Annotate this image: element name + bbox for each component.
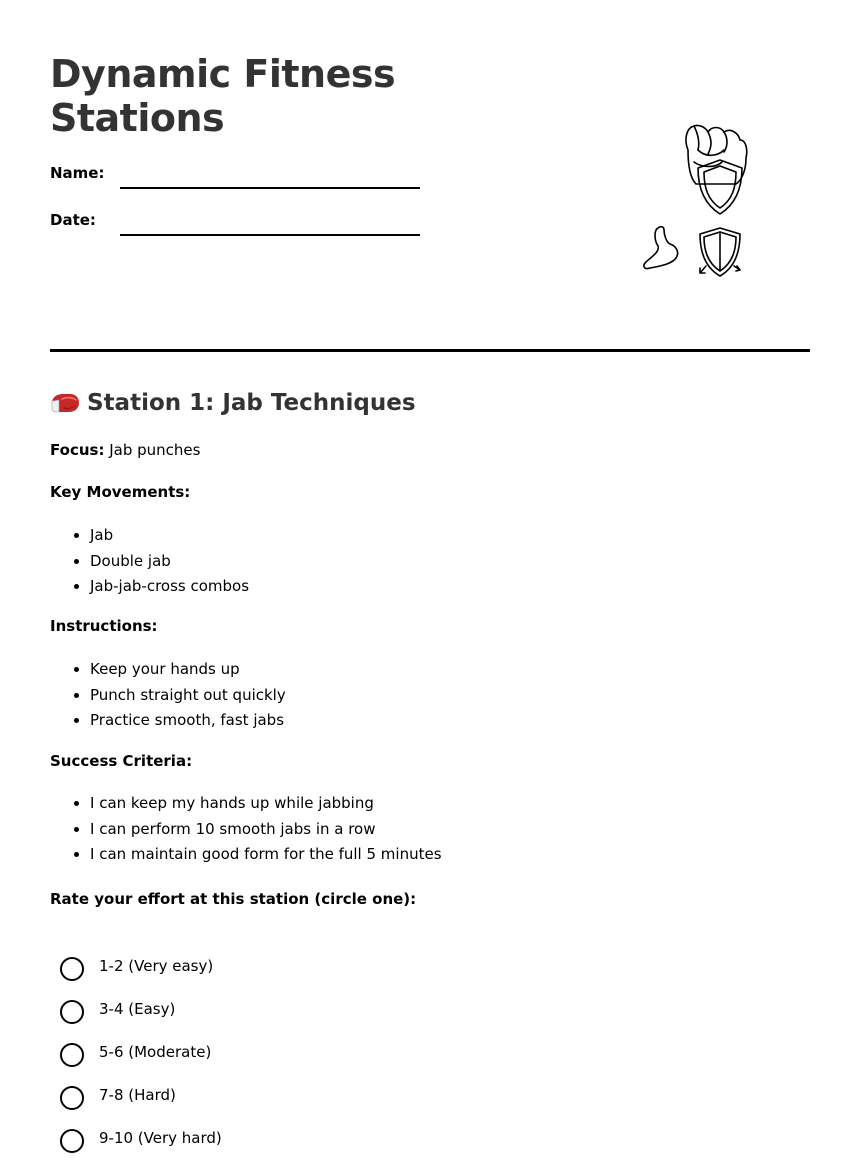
list-item: • I can perform 10 smooth jabs in a row xyxy=(90,817,810,843)
rating-option-3-4[interactable] xyxy=(60,996,460,1039)
list-item: • Jab-jab-cross combos xyxy=(90,574,810,600)
fist-shield-illustration xyxy=(590,110,770,290)
radio-circle[interactable] xyxy=(60,1043,84,1067)
fist-icon xyxy=(686,125,747,184)
rating-label: Rate your effort at this station (circle one): xyxy=(50,890,417,908)
rating-option-label: 7-8 (Hard) xyxy=(99,1086,176,1104)
radio-circle[interactable] xyxy=(60,1086,84,1110)
rating-option-label: 5-6 (Moderate) xyxy=(99,1043,212,1061)
rating-option-1-2[interactable] xyxy=(60,953,460,996)
success-criteria-label: Success Criteria: xyxy=(50,752,193,770)
list-item: • Keep your hands up xyxy=(90,657,810,683)
foot-icon xyxy=(644,227,678,269)
key-movements-section xyxy=(50,482,810,600)
radio-circle[interactable] xyxy=(60,957,84,981)
section-divider xyxy=(50,349,810,352)
page-title: Dynamic Fitness Stations xyxy=(50,52,396,140)
instructions-list xyxy=(50,657,810,734)
instructions-label: Instructions: xyxy=(50,617,158,635)
success-criteria-section xyxy=(50,751,810,868)
radio-circle[interactable] xyxy=(60,1000,84,1024)
date-line[interactable] xyxy=(120,234,420,236)
boxing-glove-icon xyxy=(50,392,80,414)
name-label: Name: xyxy=(50,164,105,182)
rating-option-5-6[interactable] xyxy=(60,1039,460,1082)
focus-value: Jab punches xyxy=(109,441,201,459)
shield-icon-top xyxy=(698,160,742,214)
list-item: • Double jab xyxy=(90,549,810,575)
name-line[interactable] xyxy=(120,187,420,189)
focus-label: Focus: xyxy=(50,441,105,459)
name-field xyxy=(50,160,420,190)
rating-option-label: 3-4 (Easy) xyxy=(99,1000,176,1018)
rating-option-label: 9-10 (Very hard) xyxy=(99,1129,222,1147)
rating-option-7-8[interactable] xyxy=(60,1082,460,1125)
station-heading xyxy=(50,388,416,418)
list-item: • Punch straight out quickly xyxy=(90,683,810,709)
list-item: • Practice smooth, fast jabs xyxy=(90,708,810,734)
effort-rating-group xyxy=(60,953,460,1168)
radio-circle[interactable] xyxy=(60,1129,84,1153)
list-item: • I can keep my hands up while jabbing xyxy=(90,791,810,817)
list-item: • I can maintain good form for the full 5 minutes xyxy=(90,842,810,868)
shield-icon-bottom xyxy=(700,228,740,276)
list-item: • Jab xyxy=(90,523,810,549)
date-label: Date: xyxy=(50,211,96,229)
rating-option-label: 1-2 (Very easy) xyxy=(99,957,214,975)
rating-option-9-10[interactable] xyxy=(60,1125,460,1168)
focus-section xyxy=(50,440,810,462)
date-field xyxy=(50,207,420,237)
instructions-section xyxy=(50,616,810,734)
key-movements-list xyxy=(50,523,810,600)
key-movements-label: Key Movements: xyxy=(50,483,191,501)
success-criteria-list xyxy=(50,791,810,868)
station-title: Station 1: Jab Techniques xyxy=(87,390,416,416)
